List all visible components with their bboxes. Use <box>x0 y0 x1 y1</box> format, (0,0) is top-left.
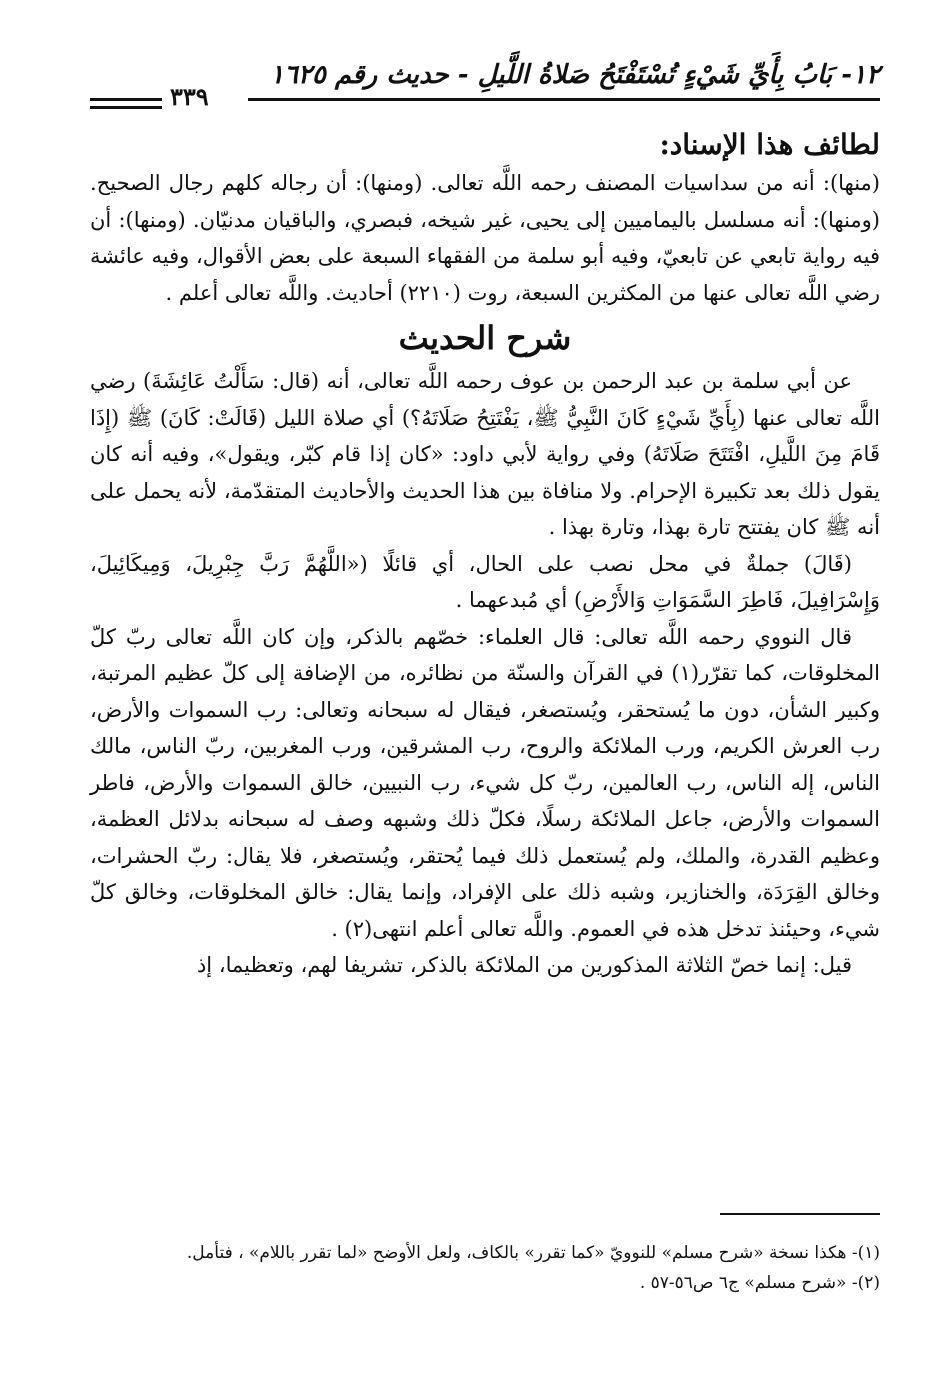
header-rule-left-top <box>90 98 162 101</box>
header-rule <box>248 98 880 101</box>
sharh-paragraph: قال النووي رحمه اللَّه تعالى: قال العلماء: خصّهم بالذكر، وإن كان اللَّه تعالى ربّ كلّ المخلوقات، كما تقرّر(١) في القرآن والسنّة من نظائره، من الإضافة إلى كلّ عظيم المرتبة، وكبير الشأن، دون ما يُستحقر، ويُستصغر، فيقال له سبحانه وتعالى: رب السموات والأرض، رب العرش الكريم، ورب الملائكة والروح، رب المشرقين، ورب المغربين، ربّ الناس، مالك الناس، إله الناس، رب العالمين، ربّ كل شيء، رب النبيين، خالق السموات والأرض، فاطر السموات والأرض، جاعل الملائكة رسلًا، فكلّ ذلك وشبهه وصف له سبحانه بدلائل العظمة، وعظيم القدرة، والملك، ولم يُستعمل ذلك فيما يُحتقر، ويُستصغر، فلا يقال: ربّ الحشرات، وخالق القِرَدَة، والخنازير، وشبه ذلك على الإفراد، وإنما يقال: خالق المخلوقات، وخالق كلّ شيء، وحيئنذ تدخل هذه في العموم. واللَّه تعالى أعلم انتهى(٢) . <box>90 624 880 941</box>
footnotes <box>90 1238 880 1298</box>
sharh-paragraph: (قَالَ) جملةٌ في محل نصب على الحال، أي قائلًا («اللَّهُمَّ رَبَّ جِبْرِيلَ، وَمِيكَائِيلَ، وَإِسْرَافِيلَ، فَاطِرَ السَّمَوَاتِ وَالأَرْضِ) أي مُبدعهما . <box>90 551 880 612</box>
chapter-title: ١٢- بَابُ بِأَيِّ شَيْءٍ تُسْتَفْتَحُ صَلاةُ اللَّيلِ - حديث رقم ١٦٢٥ <box>269 60 880 90</box>
footnote-item: (١)- هكذا نسخة «شرح مسلم» للنوويّ «كما تقرر» بالكاف، ولعل الأوضح «لما تقرر باللام» ، فتأمل. <box>186 1243 880 1263</box>
page-number: ٣٣٩ <box>170 82 209 111</box>
main-text <box>90 128 880 984</box>
isnad-paragraph: (منها): أنه من سداسيات المصنف رحمه اللَّه تعالى. (ومنها): أن رجاله كلهم رجال الصحيح. (ومنها): أنه مسلسل باليماميين إلى يحيى، غير شيخه، فبصري، والباقيان مدنيّان. (ومنها): أن فيه رواية تابعي عن تابعيّ، وفيه أبو سلمة من الفقهاء السبعة على بعض الأقوال، وفيه عائشة رضي اللَّه تعالى عنها من المكثرين السبعة، روت (٢٢١٠) أحاديث. واللَّه تعالى أعلم . <box>90 171 880 305</box>
running-header <box>90 60 880 110</box>
footnote-item: (٢)- «شرح مسلم» ج٦ ص٥٦-٥٧ . <box>639 1273 880 1293</box>
section-heading-isnad: لطائف هذا الإسناد: <box>659 128 880 161</box>
header-rule-left-bottom <box>90 106 162 109</box>
sharh-paragraph: عن أبي سلمة بن عبد الرحمن بن عوف رحمه اللَّه تعالى، أنه (قال: سَأَلْتُ عَائِشَةَ) رضي اللَّه تعالى عنها (بِأَيِّ شَيْءٍ كَانَ النَّبِيُّ ﷺ، يَفْتَتِحُ صَلَاتَهُ؟) أي صلاة الليل (قَالَتْ: كَانَ) ﷺ (إِذَا قَامَ مِنَ اللَّيلِ، افْتَتَحَ صَلَاتَهُ) وفي رواية لأبي داود: «كان إذا قام كبّر، ويقول»، وفيه أنه كان يقول ذلك بعد تكبيرة الإحرام. ولا منافاة بين هذا الحديث والأحاديث المتقدّمة، لأنه يحمل على أنه ﷺ كان يفتتح تارة بهذا، وتارة بهذا . <box>90 369 880 539</box>
section-heading-sharh: شرح الحديث <box>398 319 572 357</box>
sharh-paragraph: قيل: إنما خصّ الثلاثة المذكورين من الملائكة بالذكر، تشريفا لهم، وتعظيما، إذ <box>196 953 852 977</box>
footnote-divider <box>720 1213 880 1215</box>
